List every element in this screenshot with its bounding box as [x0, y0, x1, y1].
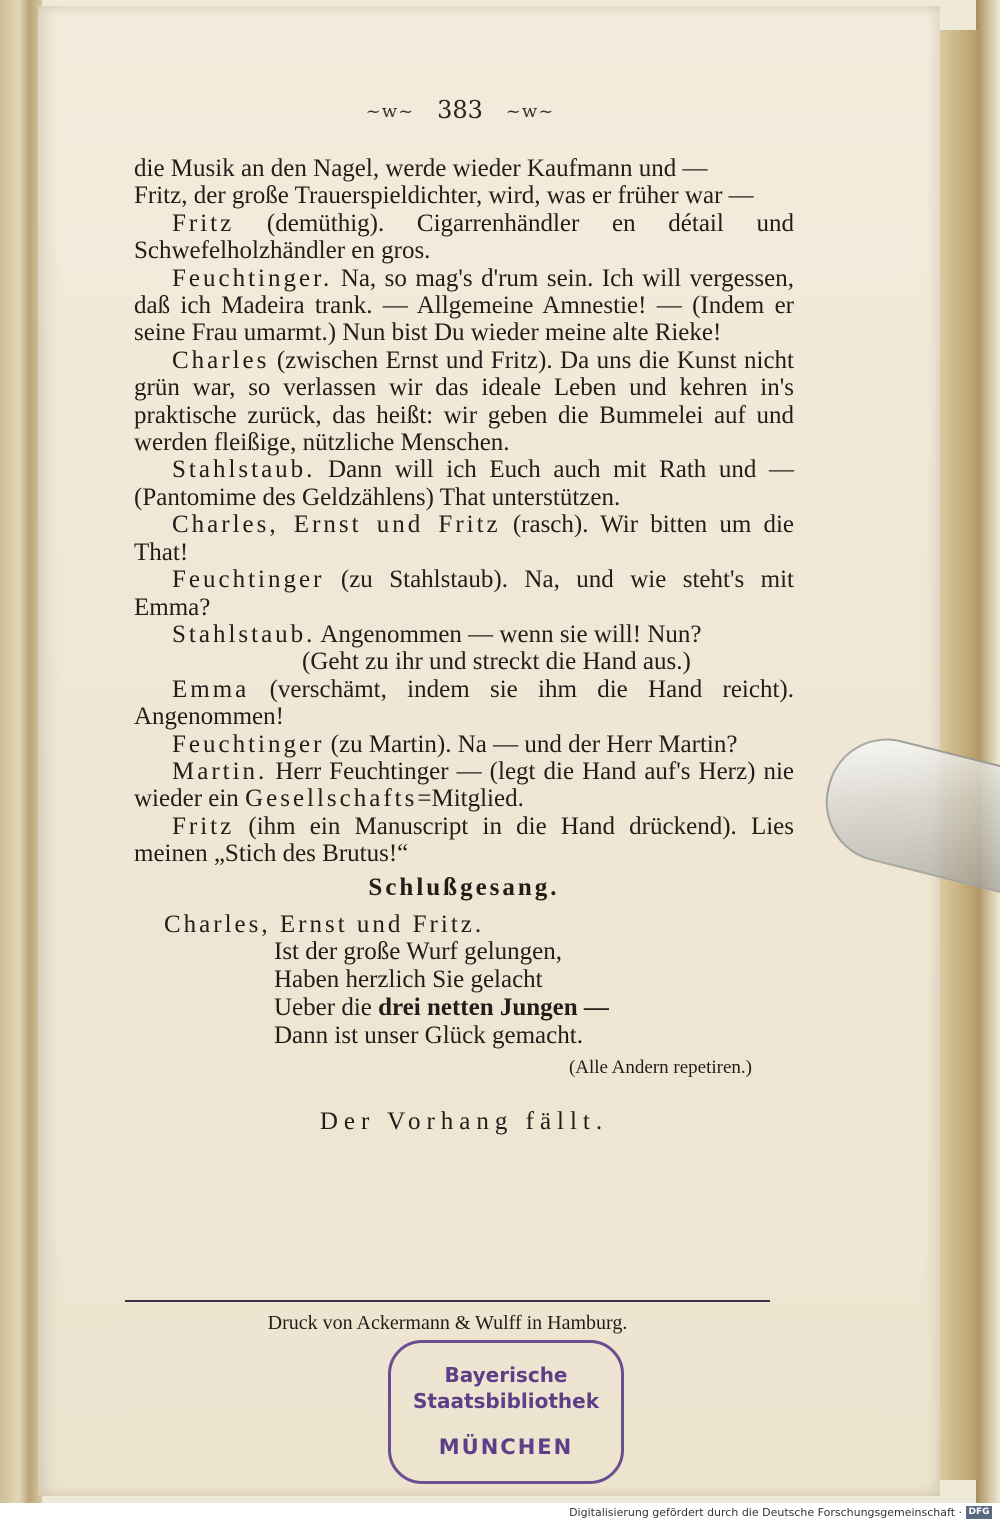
speech: (demüthig). Cigarrenhändler en détail und Schwefelholzhändler en gros. — [134, 209, 794, 265]
ornament-right: ~w~ — [505, 101, 555, 122]
speech: Na, so mag's d'rum sein. Ich will vergessen, daß ich Madeira trank. — Allgemeine Amnestie! — (Indem er seine Frau umarmt.) Nun bist Du wieder meine alte Rieke! — [134, 264, 794, 347]
footer-credit: Digitalisierung gefördert durch die Deutsche Forschungsgemeinschaft · — [569, 1506, 962, 1519]
speaker: Stahlstaub. — [172, 456, 316, 484]
speaker: Stahlstaub. — [172, 620, 316, 648]
speech: (ihm ein Manuscript in die Hand drückend). Lies meinen „Stich des Brutus!“ — [134, 812, 794, 868]
page-number: 383 — [437, 96, 483, 124]
digitization-footer — [0, 1503, 1000, 1523]
speech: (zu Stahlstaub). Na, und wie steht's mit Emma? — [134, 566, 794, 621]
stamp-line: MÜNCHEN — [438, 1435, 574, 1459]
stamp-line: Staatsbibliothek — [412, 1389, 600, 1413]
verse-text: Ueber die — [274, 994, 379, 1022]
page-header — [140, 96, 780, 124]
verse-line: Ist der große Wurf gelungen, — [274, 938, 563, 966]
book-cover-edge — [976, 0, 1000, 1503]
speech: Dann will ich Euch auch mit Rath und — (Pantomime des Geldzählens) That unterstützen. — [134, 456, 794, 511]
song-speaker: Charles, Ernst und Fritz. — [164, 910, 485, 938]
dialogue-stahlstaub — [134, 621, 794, 648]
curtain-line: Der Vorhang fällt. — [319, 1107, 609, 1135]
speech: (rasch). Wir bitten um die That! — [134, 511, 795, 566]
dialogue-feuchtinger — [134, 566, 794, 621]
speaker: Emma — [172, 675, 250, 703]
stage-direction: (Geht zu ihr und streckt die Hand aus.) — [302, 648, 691, 676]
dialogue-feuchtinger — [134, 731, 794, 758]
dialogue-feuchtinger — [134, 265, 794, 347]
speech: (zwischen Ernst und Fritz). Da uns die Kunst nicht grün war, so verlassen wir das ideale Leben und kehren in's praktische zurück, das heißt: wir geben die Bummelei auf und werden fleißige, nützliche Menschen. — [134, 346, 794, 457]
dialogue-fritz — [134, 813, 794, 868]
speech: Angenommen — wenn sie will! Nun? — [315, 620, 702, 648]
dialogue-stahlstaub — [134, 456, 794, 511]
speech: Herr Feuchtinger — (legt die Hand auf's Herz) nie wieder ein — [134, 757, 794, 813]
song-title: Schlußgesang. — [368, 873, 560, 901]
dialogue-emma — [134, 676, 794, 731]
speaker: Fritz — [172, 812, 235, 840]
dialogue-fritz — [134, 210, 794, 265]
dialogue-charles-ernst-fritz — [134, 511, 794, 566]
text-line: die Musik an den Nagel, werde wieder Kaufmann und — — [134, 155, 708, 182]
body-text — [134, 155, 794, 1135]
stamp-line: Bayerische — [444, 1363, 568, 1387]
speaker: Feuchtinger — [172, 566, 325, 594]
text-line: Fritz, der große Trauerspieldichter, wird, was er früher war — — [134, 182, 754, 210]
speaker: Fritz — [172, 209, 235, 237]
facing-page-edge — [0, 0, 42, 1503]
dialogue-martin — [134, 758, 794, 813]
emphasis: Gesellschafts — [245, 785, 418, 813]
verse-line — [164, 994, 794, 1022]
verse-line: Haben herzlich Sie gelacht — [274, 966, 543, 994]
speaker: Charles — [172, 346, 270, 374]
dialogue-charles — [134, 347, 794, 457]
speech: (verschämt, indem sie ihm die Hand reicht). Angenommen! — [134, 675, 794, 731]
divider — [125, 1300, 770, 1302]
verse-emphasis: drei netten Jungen — — [378, 994, 609, 1022]
speaker: Feuchtinger — [172, 730, 325, 758]
dfg-logo-icon: DFG — [966, 1506, 992, 1519]
verse-line: Dann ist unser Glück gemacht. — [274, 1022, 583, 1050]
speaker: Charles, Ernst und Fritz — [172, 511, 501, 539]
repeat-note: (Alle Andern repetiren.) — [568, 1057, 752, 1079]
library-stamp — [388, 1340, 624, 1484]
speech: =Mitglied. — [417, 785, 524, 813]
speaker: Feuchtinger. — [172, 264, 333, 292]
song-block — [164, 911, 794, 1050]
printer-imprint: Druck von Ackermann & Wulff in Hamburg. — [267, 1312, 628, 1334]
ornament-left: ~w~ — [365, 101, 415, 122]
speaker: Martin. — [172, 757, 268, 785]
speech: (zu Martin). Na — und der Herr Martin? — [324, 730, 738, 758]
